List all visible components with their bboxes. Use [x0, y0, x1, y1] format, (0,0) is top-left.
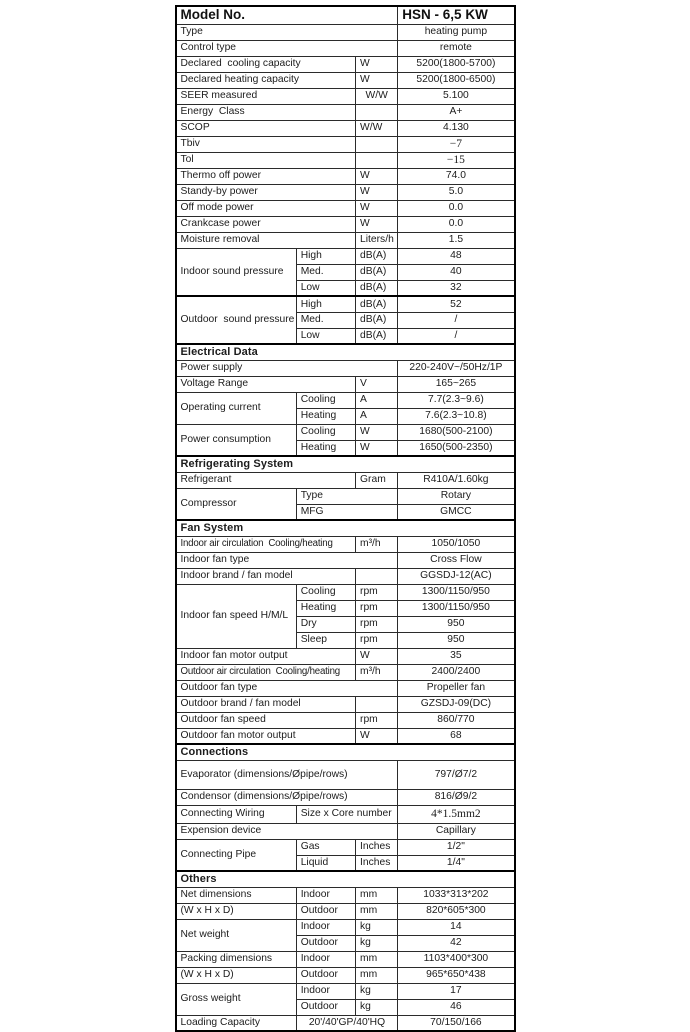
- spec-row: [176, 712, 515, 728]
- spec-unit-cell: kg: [356, 935, 398, 951]
- spec-unit-cell: dB(A): [356, 248, 398, 264]
- spec-label-cell: Tol: [176, 152, 356, 168]
- spec-label-cell: Energy Class: [176, 104, 356, 120]
- spec-value-cell: 1050/1050: [398, 536, 515, 552]
- spec-label-cell: Type: [176, 24, 398, 40]
- spec-value-cell: 4*1.5mm2: [398, 805, 515, 823]
- spec-row: [176, 839, 515, 855]
- spec-unit-cell: W/W: [356, 120, 398, 136]
- spec-sub-label-cell: High: [296, 296, 355, 312]
- spec-value-cell: Cross Flow: [398, 552, 515, 568]
- model-no-value-cell: HSN - 6,5 KW: [398, 6, 515, 24]
- spec-unit-cell: kg: [356, 983, 398, 999]
- spec-unit-cell: [356, 568, 398, 584]
- spec-value-cell: −15: [398, 152, 515, 168]
- spec-label-cell: Outdoor brand / fan model: [176, 696, 356, 712]
- spec-sub-label-cell: Heating: [296, 408, 355, 424]
- spec-row: [176, 568, 515, 584]
- spec-unit-cell: rpm: [356, 616, 398, 632]
- spec-value-cell: 1300/1150/950: [398, 600, 515, 616]
- spec-unit-cell: W: [356, 440, 398, 456]
- spec-unit-cell: m³/h: [356, 536, 398, 552]
- spec-sub-label-cell: Indoor: [296, 887, 355, 903]
- spec-label-cell: Off mode power: [176, 200, 356, 216]
- spec-unit-cell: rpm: [356, 712, 398, 728]
- spec-sub-label-cell: 20'/40'GP/40'HQ: [296, 1015, 398, 1031]
- spec-value-cell: 70/150/166: [398, 1015, 515, 1031]
- spec-unit-cell: [356, 152, 398, 168]
- spec-row: [176, 152, 515, 168]
- spec-unit-cell: Gram: [356, 472, 398, 488]
- spec-row: [176, 951, 515, 967]
- section-title-cell: Fan System: [176, 520, 515, 536]
- spec-value-cell: 1.5: [398, 232, 515, 248]
- spec-row: [176, 248, 515, 264]
- spec-label-cell: Standy-by power: [176, 184, 356, 200]
- spec-label-cell: Expension device: [176, 823, 398, 839]
- section-row: [176, 520, 515, 536]
- spec-value-cell: 1680(500-2100): [398, 424, 515, 440]
- spec-sub-label-cell: Liquid: [296, 855, 355, 871]
- spec-unit-cell: mm: [356, 903, 398, 919]
- spec-label-cell: Loading Capacity: [176, 1015, 297, 1031]
- spec-label-cell: Outdoor fan type: [176, 680, 398, 696]
- spec-value-cell: 5.100: [398, 88, 515, 104]
- spec-value-cell: 1650(500-2350): [398, 440, 515, 456]
- spec-value-cell: 1/2": [398, 839, 515, 855]
- spec-row: [176, 232, 515, 248]
- spec-sub-label-cell: High: [296, 248, 355, 264]
- spec-unit-cell: Liters/h: [356, 232, 398, 248]
- spec-sub-label-cell: Indoor: [296, 951, 355, 967]
- spec-value-cell: GZSDJ-09(DC): [398, 696, 515, 712]
- spec-value-cell: 14: [398, 919, 515, 935]
- section-row: [176, 456, 515, 472]
- spec-value-cell: 1/4": [398, 855, 515, 871]
- spec-value-cell: /: [398, 312, 515, 328]
- spec-row: [176, 805, 515, 823]
- spec-row: [176, 360, 515, 376]
- spec-sub-label-cell: Outdoor: [296, 903, 355, 919]
- spec-row: [176, 919, 515, 935]
- spec-value-cell: 860/770: [398, 712, 515, 728]
- spec-sub-label-cell: Size x Core number: [296, 805, 398, 823]
- spec-label-cell: (W x H x D): [176, 903, 297, 919]
- spec-label-cell: Thermo off power: [176, 168, 356, 184]
- spec-unit-cell: mm: [356, 967, 398, 983]
- spec-value-cell: 820*605*300: [398, 903, 515, 919]
- spec-label-cell: Moisture removal: [176, 232, 356, 248]
- spec-row: [176, 296, 515, 312]
- spec-label-cell: Evaporator (dimensions/Øpipe/rows): [176, 760, 398, 789]
- spec-sub-label-cell: Cooling: [296, 392, 355, 408]
- spec-value-cell: 165~265: [398, 376, 515, 392]
- spec-row: [176, 983, 515, 999]
- spec-label-cell: Compressor: [176, 488, 297, 520]
- spec-unit-cell: rpm: [356, 600, 398, 616]
- spec-value-cell: 0.0: [398, 216, 515, 232]
- spec-value-cell: /: [398, 328, 515, 344]
- spec-sub-label-cell: Cooling: [296, 424, 355, 440]
- spec-value-cell: 52: [398, 296, 515, 312]
- spec-value-cell: 7.7(2.3~9.6): [398, 392, 515, 408]
- spec-value-cell: 797/Ø7/2: [398, 760, 515, 789]
- spec-unit-cell: dB(A): [356, 296, 398, 312]
- spec-row: [176, 648, 515, 664]
- spec-unit-cell: W: [356, 216, 398, 232]
- spec-label-cell: Crankcase power: [176, 216, 356, 232]
- section-row: [176, 744, 515, 760]
- spec-unit-cell: W: [356, 72, 398, 88]
- spec-label-cell: Indoor fan motor output: [176, 648, 356, 664]
- spec-row: [176, 664, 515, 680]
- spec-label-cell: Outdoor air circulation Cooling/heating: [176, 664, 356, 680]
- spec-label-cell: Packing dimensions: [176, 951, 297, 967]
- spec-value-cell: 1033*313*202: [398, 887, 515, 903]
- spec-label-cell: Outdoor fan speed: [176, 712, 356, 728]
- spec-label-cell: Operating current: [176, 392, 297, 424]
- spec-label-cell: SEER measured: [176, 88, 356, 104]
- spec-value-cell: A+: [398, 104, 515, 120]
- spec-label-cell: Indoor fan speed H/M/L: [176, 584, 297, 648]
- spec-value-cell: 2400/2400: [398, 664, 515, 680]
- spec-row: [176, 216, 515, 232]
- spec-sub-label-cell: Outdoor: [296, 935, 355, 951]
- spec-sub-label-cell: Sleep: [296, 632, 355, 648]
- spec-label-cell: Indoor air circulation Cooling/heating: [176, 536, 356, 552]
- spec-sub-label-cell: Med.: [296, 312, 355, 328]
- spec-row: [176, 536, 515, 552]
- spec-row: [176, 88, 515, 104]
- spec-label-cell: Condensor (dimensions/Øpipe/rows): [176, 789, 398, 805]
- spec-row: [176, 967, 515, 983]
- spec-row: [176, 488, 515, 504]
- spec-value-cell: −7: [398, 136, 515, 152]
- spec-label-cell: Connecting Pipe: [176, 839, 297, 871]
- spec-value-cell: heating pump: [398, 24, 515, 40]
- spec-unit-cell: W: [356, 200, 398, 216]
- spec-unit-cell: dB(A): [356, 328, 398, 344]
- spec-value-cell: 950: [398, 632, 515, 648]
- spec-row: [176, 584, 515, 600]
- spec-label-cell: Indoor sound pressure: [176, 248, 297, 296]
- spec-row: [176, 1015, 515, 1031]
- spec-sub-label-cell: MFG: [296, 504, 398, 520]
- spec-sub-label-cell: Indoor: [296, 919, 355, 935]
- spec-value-cell: 5.0: [398, 184, 515, 200]
- spec-unit-cell: W: [356, 728, 398, 744]
- spec-value-cell: Propeller fan: [398, 680, 515, 696]
- spec-sub-label-cell: Heating: [296, 600, 355, 616]
- spec-unit-cell: W: [356, 168, 398, 184]
- spec-unit-cell: [356, 696, 398, 712]
- spec-value-cell: 74.0: [398, 168, 515, 184]
- spec-value-cell: 1300/1150/950: [398, 584, 515, 600]
- spec-sub-label-cell: Outdoor: [296, 999, 355, 1015]
- spec-sub-label-cell: Med.: [296, 264, 355, 280]
- spec-value-cell: 7.6(2.3~10.8): [398, 408, 515, 424]
- spec-sub-label-cell: Gas: [296, 839, 355, 855]
- spec-unit-cell: rpm: [356, 584, 398, 600]
- section-row: [176, 871, 515, 887]
- spec-sub-label-cell: Low: [296, 328, 355, 344]
- spec-unit-cell: mm: [356, 887, 398, 903]
- spec-row: [176, 760, 515, 789]
- spec-value-cell: 220-240V~/50Hz/1P: [398, 360, 515, 376]
- spec-unit-cell: dB(A): [356, 312, 398, 328]
- spec-value-cell: 42: [398, 935, 515, 951]
- spec-row: [176, 168, 515, 184]
- spec-label-cell: SCOP: [176, 120, 356, 136]
- spec-label-cell: Power supply: [176, 360, 398, 376]
- spec-value-cell: 0.0: [398, 200, 515, 216]
- spec-unit-cell: V: [356, 376, 398, 392]
- spec-sub-label-cell: Cooling: [296, 584, 355, 600]
- spec-unit-cell: m³/h: [356, 664, 398, 680]
- spec-label-cell: Control type: [176, 40, 398, 56]
- spec-unit-cell: kg: [356, 919, 398, 935]
- spec-unit-cell: rpm: [356, 632, 398, 648]
- spec-unit-cell: A: [356, 392, 398, 408]
- spec-unit-cell: dB(A): [356, 280, 398, 296]
- spec-label-cell: Net dimensions: [176, 887, 297, 903]
- section-title-cell: Others: [176, 871, 515, 887]
- spec-label-cell: Declared heating capacity: [176, 72, 356, 88]
- spec-row: [176, 40, 515, 56]
- spec-row: [176, 789, 515, 805]
- spec-row: [176, 728, 515, 744]
- spec-label-cell: Refrigerant: [176, 472, 356, 488]
- spec-sub-label-cell: Type: [296, 488, 398, 504]
- spec-unit-cell: mm: [356, 951, 398, 967]
- spec-sub-label-cell: Heating: [296, 440, 355, 456]
- spec-row: [176, 903, 515, 919]
- spec-unit-cell: [356, 136, 398, 152]
- spec-label-cell: Tbiv: [176, 136, 356, 152]
- spec-label-cell: (W x H x D): [176, 967, 297, 983]
- spec-row: [176, 680, 515, 696]
- spec-value-cell: 5200(1800-6500): [398, 72, 515, 88]
- spec-value-cell: 4.130: [398, 120, 515, 136]
- section-title-cell: Connections: [176, 744, 515, 760]
- spec-table-body: [176, 6, 515, 1031]
- spec-row: [176, 696, 515, 712]
- spec-label-cell: Gross weight: [176, 983, 297, 1015]
- spec-row: [176, 120, 515, 136]
- spec-row: [176, 472, 515, 488]
- spec-label-cell: Declared cooling capacity: [176, 56, 356, 72]
- spec-value-cell: 5200(1800-5700): [398, 56, 515, 72]
- spec-label-cell: Connecting Wiring: [176, 805, 297, 823]
- spec-unit-cell: Inches: [356, 839, 398, 855]
- spec-value-cell: R410A/1.60kg: [398, 472, 515, 488]
- spec-row: [176, 184, 515, 200]
- spec-unit-cell: W: [356, 56, 398, 72]
- spec-sub-label-cell: Dry: [296, 616, 355, 632]
- spec-row: [176, 24, 515, 40]
- spec-value-cell: 965*650*438: [398, 967, 515, 983]
- spec-sub-label-cell: Indoor: [296, 983, 355, 999]
- spec-unit-cell: A: [356, 408, 398, 424]
- spec-label-cell: Indoor fan type: [176, 552, 398, 568]
- spec-unit-cell: W: [356, 184, 398, 200]
- spec-label-cell: Net weight: [176, 919, 297, 951]
- spec-value-cell: Rotary: [398, 488, 515, 504]
- spec-row: [176, 552, 515, 568]
- spec-row: [176, 200, 515, 216]
- spec-unit-cell: Inches: [356, 855, 398, 871]
- spec-value-cell: 48: [398, 248, 515, 264]
- spec-table: [175, 5, 516, 1032]
- spec-row: [176, 104, 515, 120]
- spec-unit-cell: W/W: [356, 88, 398, 104]
- spec-unit-cell: W: [356, 424, 398, 440]
- spec-row: [176, 392, 515, 408]
- section-row: [176, 344, 515, 360]
- section-title-cell: Refrigerating System: [176, 456, 515, 472]
- spec-label-cell: Outdoor sound pressure: [176, 296, 297, 344]
- spec-label-cell: Outdoor fan motor output: [176, 728, 356, 744]
- spec-unit-cell: [356, 104, 398, 120]
- spec-row: [176, 72, 515, 88]
- spec-value-cell: 32: [398, 280, 515, 296]
- spec-row: [176, 376, 515, 392]
- spec-label-cell: Voltage Range: [176, 376, 356, 392]
- spec-row: [176, 136, 515, 152]
- spec-row: [176, 887, 515, 903]
- spec-label-cell: Indoor brand / fan model: [176, 568, 356, 584]
- spec-value-cell: GMCC: [398, 504, 515, 520]
- spec-value-cell: 950: [398, 616, 515, 632]
- spec-value-cell: 68: [398, 728, 515, 744]
- spec-value-cell: Capillary: [398, 823, 515, 839]
- spec-row: [176, 56, 515, 72]
- spec-value-cell: 17: [398, 983, 515, 999]
- spec-unit-cell: W: [356, 648, 398, 664]
- model-no-label-cell: Model No.: [176, 6, 398, 24]
- spec-unit-cell: dB(A): [356, 264, 398, 280]
- spec-value-cell: 40: [398, 264, 515, 280]
- section-title-cell: Electrical Data: [176, 344, 515, 360]
- spec-label-cell: Power consumption: [176, 424, 297, 456]
- spec-unit-cell: kg: [356, 999, 398, 1015]
- spec-value-cell: GGSDJ-12(AC): [398, 568, 515, 584]
- spec-sub-label-cell: Low: [296, 280, 355, 296]
- spec-value-cell: 35: [398, 648, 515, 664]
- spec-value-cell: 1103*400*300: [398, 951, 515, 967]
- spec-row: [176, 823, 515, 839]
- spec-value-cell: remote: [398, 40, 515, 56]
- spec-sub-label-cell: Outdoor: [296, 967, 355, 983]
- header-row: [176, 6, 515, 24]
- spec-value-cell: 46: [398, 999, 515, 1015]
- spec-value-cell: 816/Ø9/2: [398, 789, 515, 805]
- spec-row: [176, 424, 515, 440]
